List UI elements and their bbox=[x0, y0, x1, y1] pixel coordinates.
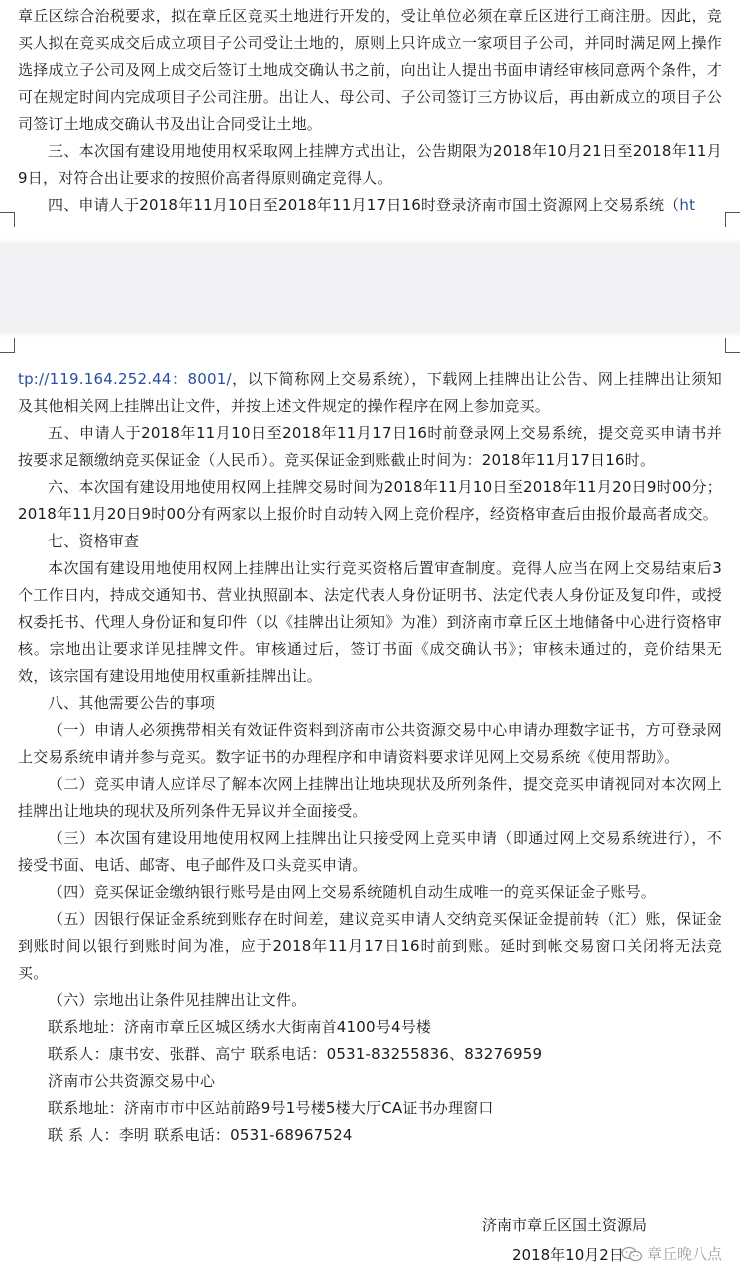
section-heading-7: 七、资格审查 bbox=[48, 532, 140, 550]
contact-org-2: 济南市公共资源交易中心 bbox=[48, 1072, 216, 1090]
paragraph-3: 三、本次国有建设用地使用权采取网上挂牌方式出让，公告期限为2018年10月21日至2018年11月9日，对符合出让要求的按照价高者得原则确定竞得人。 bbox=[18, 142, 722, 187]
watermark-text: 章丘晚八点 bbox=[646, 1245, 722, 1263]
issue-date: 2018年10月2日 bbox=[512, 1246, 624, 1264]
system-url-part2[interactable]: tp://119.164.252.44：8001/ bbox=[18, 370, 232, 388]
contact-address-2: 联系地址：济南市市中区站前路9号1号楼5楼大厅CA证书办理窗口 bbox=[48, 1099, 494, 1117]
item-8-3: （三）本次国有建设用地使用权网上挂牌出让只接受网上竞买申请（即通过网上交易系统进行），不接受书面、电话、邮寄、电子邮件及口头竞买申请。 bbox=[18, 829, 722, 874]
paragraph-5: 五、申请人于2018年11月10日至2018年11月17日16时前登录网上交易系统，提交竞买申请书并按要求足额缴纳竞买保证金（人民币）。竞买保证金到账截止时间为：2018年11月17日16时。 bbox=[18, 424, 722, 469]
issuing-authority: 济南市章丘区国土资源局 bbox=[482, 1216, 648, 1234]
contact-address-1: 联系地址：济南市章丘区城区绣水大街南首4100号4号楼 bbox=[48, 1018, 432, 1036]
wechat-icon bbox=[621, 1246, 643, 1262]
paragraph-4-continued: tp://119.164.252.44：8001/，以下简称网上交易系统），下载网上挂牌出让公告、网上挂牌出让须知及其他相关网上挂牌出让文件，并按上述文件规定的操作程序在网上参加竞买。 bbox=[18, 370, 722, 415]
item-8-1: （一）申请人必须携带相关有效证件资料到济南市公共资源交易中心申请办理数字证书，方可登录网上交易系统申请并参与竞买。数字证书的办理程序和申请资料要求详见网上交易系统《使用帮助》。 bbox=[18, 721, 722, 766]
crop-mark bbox=[725, 212, 740, 227]
page-gap bbox=[0, 238, 740, 338]
document-page-2 bbox=[0, 338, 740, 1280]
crop-mark bbox=[0, 212, 15, 227]
item-8-4: （四）竞买保证金缴纳银行账号是由网上交易系统随机自动生成唯一的竞买保证金子账号。 bbox=[48, 883, 657, 901]
page2-body bbox=[18, 366, 722, 1149]
contact-person-2: 联 系 人：李明 联系电话：0531-68967524 bbox=[48, 1126, 353, 1144]
section-heading-8: 八、其他需要公告的事项 bbox=[48, 694, 216, 712]
paragraph-continuation: 章丘区综合治税要求，拟在章丘区竞买土地进行开发的，受让单位必须在章丘区进行工商注册。因此，竞买人拟在竞买成交后成立项目子公司受让土地的，原则上只许成立一家项目子公司，并同时满足网上操作选择成立子公司及网上成交后签订土地成交确认书之前，向出让人提出书面申请经审核同意两个条件，才可在规定时间内完成项目子公司注册。出让人、母公司、子公司签订三方协议后，再由新成立的项目子公司签订土地成交确认书及出让合同受让土地。 bbox=[18, 7, 722, 133]
system-url-part1[interactable]: ht bbox=[679, 196, 696, 214]
document-page-1 bbox=[0, 0, 740, 238]
watermark bbox=[621, 1243, 722, 1264]
crop-mark bbox=[0, 338, 15, 353]
contact-persons-1: 联系人：康书安、张群、高宁 联系电话：0531-83255836、83276959 bbox=[48, 1045, 543, 1063]
crop-mark bbox=[725, 338, 740, 353]
page1-body bbox=[18, 3, 722, 219]
item-8-6: （六）宗地出让条件见挂牌出让文件。 bbox=[48, 991, 307, 1009]
paragraph-4: 四、申请人于2018年11月10日至2018年11月17日16时登录济南市国土资源网上交易系统（ht bbox=[48, 196, 696, 214]
paragraph-6: 六、本次国有建设用地使用权网上挂牌交易时间为2018年11月10日至2018年11月20日9时00分；2018年11月20日9时00分有两家以上报价时自动转入网上竞价程序，经资格审查后由报价最高者成交。 bbox=[18, 478, 722, 523]
item-8-5: （五）因银行保证金系统到账存在时间差，建议竞买申请人交纳竞买保证金提前转（汇）账，保证金到账时间以银行到账时间为准，应于2018年11月17日16时前到账。延时到帐交易窗口关闭将无法竞买。 bbox=[18, 910, 722, 982]
paragraph-7: 本次国有建设用地使用权网上挂牌出让实行竞买资格后置审查制度。竞得人应当在网上交易结束后3个工作日内，持成交通知书、营业执照副本、法定代表人身份证明书、法定代表人身份证及复印件，或授权委托书、代理人身份证和复印件（以《挂牌出让须知》为准）到济南市章丘区土地储备中心进行资格审核。宗地出让要求详见挂牌文件。审核通过后，签订书面《成交确认书》；审核未通过的，竞价结果无效，该宗国有建设用地使用权重新挂牌出让。 bbox=[18, 559, 722, 685]
item-8-2: （二）竞买申请人应详尽了解本次网上挂牌出让地块现状及所列条件，提交竞买申请视同对本次网上挂牌出让地块的现状及所列条件无异议并全面接受。 bbox=[18, 775, 722, 820]
